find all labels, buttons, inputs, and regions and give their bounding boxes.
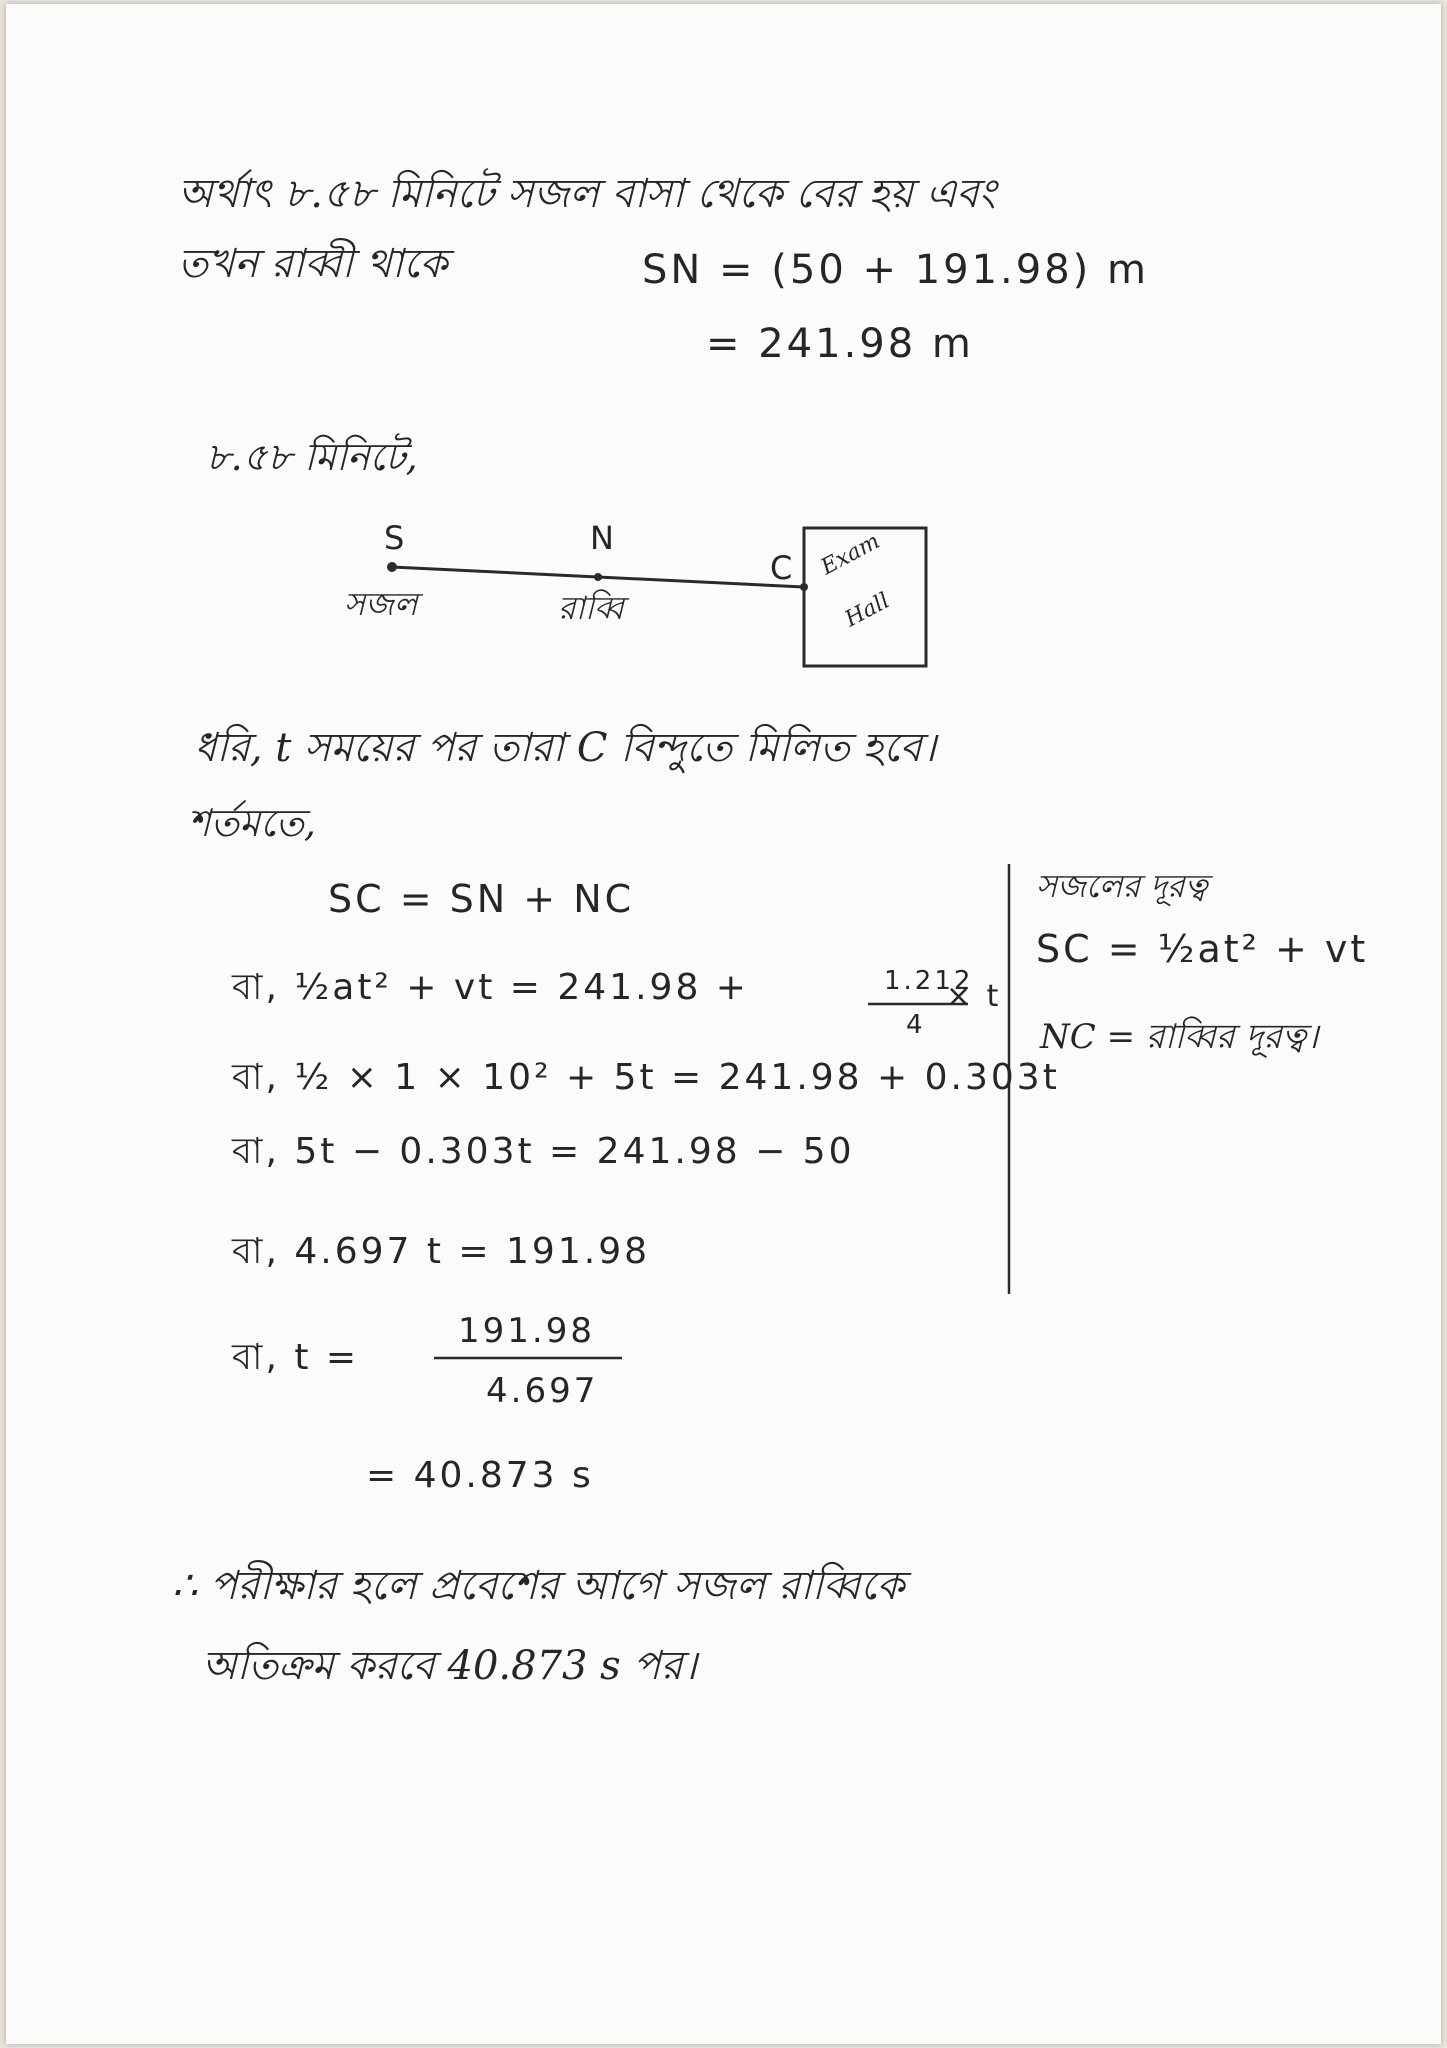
label-n: N xyxy=(590,519,617,557)
condition-label: শর্তমতে, xyxy=(188,801,316,845)
side-note-title: সজলের দূরত্ব xyxy=(1036,867,1208,905)
exam-label: Exam xyxy=(817,528,884,581)
label-s: S xyxy=(384,519,408,557)
step-4: বা, 5t − 0.303t = 241.98 − 50 xyxy=(232,1131,855,1172)
step-2: বা, ½at² + vt = 241.98 + xyxy=(232,967,749,1008)
step-6-denominator: 4.697 xyxy=(486,1371,599,1411)
side-note-sc-formula: SC = ½at² + vt xyxy=(1036,927,1369,971)
assumption-line: ধরি, t সময়ের পর তারা C বিন্দুতে মিলিত হবে। xyxy=(194,725,937,771)
step-6: বা, t = xyxy=(232,1337,360,1378)
step-2-frac-num: 1.212 xyxy=(884,966,974,996)
step-6-numerator: 191.98 xyxy=(458,1311,595,1351)
point-n xyxy=(594,573,602,581)
side-note-nc: NC = রাব্বির দূরত্ব। xyxy=(1040,1017,1319,1057)
sn-equation-1: SN = (50 + 191.98) m xyxy=(642,247,1149,293)
intro-line-2: তখন রাব্বী থাকে xyxy=(178,241,448,287)
time-heading: ৮.৫৮ মিনিটে, xyxy=(206,435,418,479)
step-1: SC = SN + NC xyxy=(328,877,635,921)
step-5: বা, 4.697 t = 191.98 xyxy=(232,1231,650,1272)
intro-line-1: অর্থাৎ ৮.৫৮ মিনিটে সজল বাসা থেকে বের হয় এবং xyxy=(178,171,996,217)
step-3: বা, ½ × 1 × 10² + 5t = 241.98 + 0.303t xyxy=(232,1057,1060,1098)
point-s xyxy=(387,562,397,572)
label-c: C xyxy=(770,549,796,587)
step-2-frac-den: 4 xyxy=(906,1010,926,1040)
conclusion-line-2: অতিক্রম করবে 40.873 s পর। xyxy=(202,1643,697,1689)
step-2-tail: × t xyxy=(946,979,1002,1014)
step-7-result: = 40.873 s xyxy=(366,1455,594,1496)
name-sajal: সজল xyxy=(344,585,418,623)
sn-equation-2: = 241.98 m xyxy=(706,321,974,367)
conclusion-line-1: ∴ পরীক্ষার হলে প্রবেশের আগে সজল রাব্বিকে xyxy=(172,1563,905,1609)
paper-sheet xyxy=(6,4,1441,2044)
name-rabbi: রাব্বি xyxy=(558,589,624,627)
hall-label: Hall xyxy=(841,588,894,633)
